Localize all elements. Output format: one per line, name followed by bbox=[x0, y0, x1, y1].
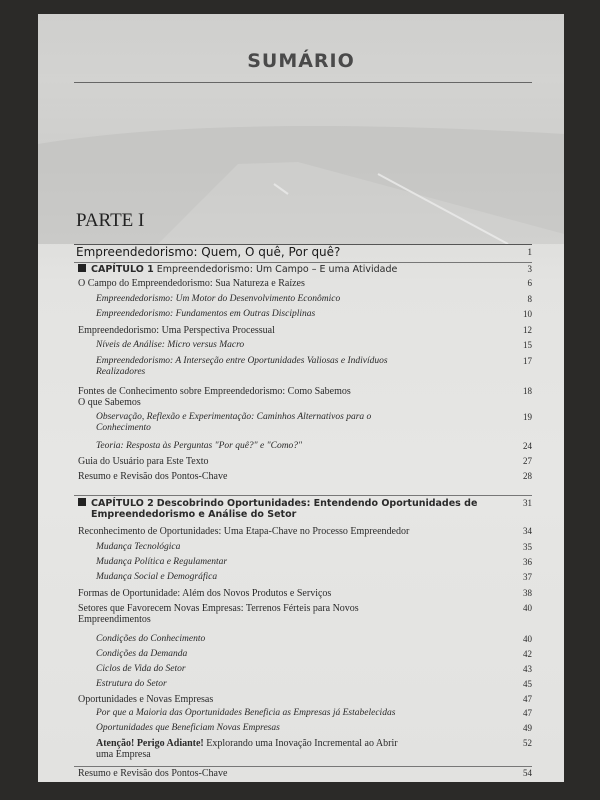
part-subtitle-text: Empreendedorismo: Quem, O quê, Por quê? bbox=[76, 245, 341, 259]
chapter-square-icon bbox=[78, 264, 86, 272]
toc-entry: Mudança Social e Demográfica 37 bbox=[96, 572, 532, 582]
toc-entry: Resumo e Revisão dos Pontos-Chave 28 bbox=[78, 471, 532, 482]
bottom-divider bbox=[74, 766, 532, 767]
title-divider bbox=[74, 82, 532, 83]
chapter1-heading bbox=[78, 264, 532, 275]
toc-entry: Fontes de Conhecimento sobre Empreendedorismo: Como Sabemos O que Sabemos 18 bbox=[78, 386, 532, 408]
part-subtitle-page: 1 bbox=[527, 247, 532, 257]
toc-entry: Atenção! Perigo Adiante! Explorando uma Inovação Incremental ao Abrir uma Empresa 52 bbox=[96, 738, 532, 760]
toc-entry: Observação, Reflexão e Experimentação: Caminhos Alternativos para o Conhecimento 19 bbox=[96, 412, 532, 433]
book-page bbox=[38, 14, 564, 782]
toc-entry: Setores que Favorecem Novas Empresas: Terrenos Férteis para Novos Empreendimentos 40 bbox=[78, 603, 532, 625]
chapter-square-icon bbox=[78, 498, 86, 506]
part-subtitle bbox=[76, 245, 532, 259]
toc-entry: Empreendedorismo: Fundamentos em Outras Disciplinas 10 bbox=[96, 309, 532, 319]
toc-entry: Formas de Oportunidade: Além dos Novos Produtos e Serviços 38 bbox=[78, 588, 532, 599]
chapter1-title: Empreendedorismo: Um Campo – E uma Atividade bbox=[156, 264, 398, 275]
toc-entry: O Campo do Empreendedorismo: Sua Natureza e Raízes 6 bbox=[78, 278, 532, 289]
chapter2-page: 31 bbox=[523, 498, 532, 508]
toc-entry: Guia do Usuário para Este Texto 27 bbox=[78, 456, 532, 467]
toc-entry: Mudança Política e Regulamentar 36 bbox=[96, 557, 532, 567]
toc-entry: Reconhecimento de Oportunidades: Uma Etapa-Chave no Processo Empreendedor 34 bbox=[78, 526, 532, 537]
toc-entry: Empreendedorismo: A Interseção entre Oportunidades Valiosas e Indivíduos Realizadores 17 bbox=[96, 356, 532, 377]
page-title: SUMÁRIO bbox=[247, 50, 355, 72]
toc-entry: Mudança Tecnológica 35 bbox=[96, 542, 532, 552]
chapter1-divider bbox=[74, 262, 532, 263]
toc-entry: Empreendedorismo: Um Motor do Desenvolvimento Econômico 8 bbox=[96, 294, 532, 304]
chapter2-title-line2: Empreendedorismo e Análise do Setor bbox=[91, 509, 297, 520]
chapter2-heading bbox=[78, 498, 532, 520]
chapter1-label: CAPÍTULO 1 bbox=[91, 264, 154, 275]
chapter1-page: 3 bbox=[527, 264, 532, 274]
chapter2-title: Descobrindo Oportunidades: Entendendo Oportunidades de bbox=[156, 498, 478, 509]
chapter2-divider bbox=[74, 495, 532, 496]
toc-entry: Ciclos de Vida do Setor 43 bbox=[96, 664, 532, 674]
toc-entry: Teoria: Resposta às Perguntas "Por quê?" e "Como?" 24 bbox=[96, 441, 532, 451]
toc-entry: Estrutura do Setor 45 bbox=[96, 679, 532, 689]
toc-entry: Níveis de Análise: Micro versus Macro 15 bbox=[96, 340, 532, 350]
toc-entry: Condições do Conhecimento 40 bbox=[96, 634, 532, 644]
toc-entry: Oportunidades que Beneficiam Novas Empresas 49 bbox=[96, 723, 532, 733]
toc-entry: Oportunidades e Novas Empresas 47 bbox=[78, 694, 532, 705]
toc-entry: Empreendedorismo: Uma Perspectiva Processual 12 bbox=[78, 325, 532, 336]
toc-entry: Condições da Demanda 42 bbox=[96, 649, 532, 659]
chapter2-label: CAPÍTULO 2 bbox=[91, 498, 154, 509]
part-heading: PARTE I bbox=[76, 210, 145, 231]
toc-entry: Resumo e Revisão dos Pontos-Chave 54 bbox=[78, 768, 532, 779]
toc-entry: Por que a Maioria das Oportunidades Beneficia as Empresas já Estabelecidas 47 bbox=[96, 708, 532, 718]
